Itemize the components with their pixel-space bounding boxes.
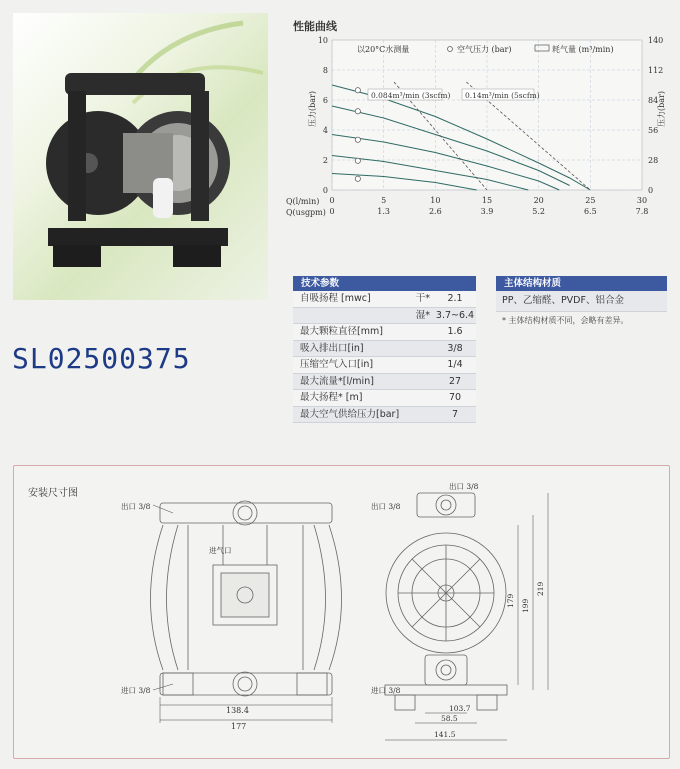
outlet-top-label: 出口 3/8 <box>449 482 479 491</box>
pressure-marker <box>355 158 360 163</box>
inlet-left-label: 进口 3/8 <box>121 686 151 695</box>
spec-row <box>293 390 476 407</box>
y-left-tick: 10 <box>317 36 328 45</box>
pressure-marker <box>355 109 360 114</box>
legend-air-pressure: 空气压力 (bar) <box>457 45 512 54</box>
pressure-marker <box>355 176 360 181</box>
product-photo <box>13 13 268 300</box>
y-left-tick: 4 <box>322 126 328 135</box>
pressure-marker <box>355 88 360 93</box>
outlet-left-label: 出口 3/8 <box>121 502 151 511</box>
install-title: 安装尺寸图 <box>28 488 78 499</box>
spec-label <box>293 341 434 357</box>
specs-header: 技术参数 <box>293 276 476 291</box>
y-right-tick: 56 <box>648 126 659 135</box>
side-dimension-lines <box>385 493 548 740</box>
specs-table <box>293 276 476 423</box>
x-tick-usgpm: 7.8 <box>635 207 649 216</box>
x-tick-lmin: 15 <box>481 196 493 205</box>
materials-note: * 主体结构材质不同，会略有差异。 <box>502 316 629 325</box>
dim-219-label: 219 <box>536 581 545 596</box>
performance-chart <box>282 32 672 222</box>
spec-label <box>293 308 434 324</box>
side-view <box>385 493 507 710</box>
materials-content: PP、乙缩醛、PVDF、铝合金 <box>496 291 667 312</box>
spec-sub-label: 干* <box>415 293 430 304</box>
spec-label-text: 吸入排出口[in] <box>300 342 364 354</box>
materials-header: 主体结构材质 <box>496 276 667 291</box>
air-inlet-label: 进气口 <box>209 546 232 555</box>
spec-value: 3.7~6.4 <box>435 309 475 321</box>
spec-row <box>293 291 476 308</box>
dim-58-label: 58.5 <box>441 714 458 723</box>
inlet-right-label: 进口 3/8 <box>371 686 401 695</box>
outlet-right-label: 出口 3/8 <box>371 502 401 511</box>
install-drawing <box>13 465 668 757</box>
x-tick-lmin: 20 <box>533 196 544 205</box>
spec-label-text: 最大流量*[l/min] <box>300 375 374 387</box>
spec-sub-label: 湿* <box>415 309 430 321</box>
spec-label <box>293 390 434 406</box>
x-label-usgpm: Q(usgpm) <box>286 208 326 217</box>
spec-value: 3/8 <box>447 342 463 354</box>
spec-value: 27 <box>448 375 462 387</box>
spec-label <box>293 324 434 340</box>
x-tick-lmin: 25 <box>585 196 596 205</box>
x-tick-usgpm: 3.9 <box>480 207 494 216</box>
dim-177-label: 177 <box>231 722 247 731</box>
y-right-label: 压力(bar) <box>657 91 666 127</box>
spec-label-text: 最大空气供给压力[bar] <box>300 408 400 420</box>
spec-label <box>293 357 434 373</box>
y-left-tick: 0 <box>322 186 328 195</box>
x-label-lmin: Q(l/min) <box>286 197 320 206</box>
x-tick-usgpm: 0 <box>329 207 335 216</box>
annotation-2: 0.14m³/min (5scfm) <box>465 91 540 100</box>
x-tick-lmin: 0 <box>329 196 335 205</box>
spec-value: 2.1 <box>447 293 463 304</box>
spec-row <box>293 407 476 424</box>
y-right-tick: 112 <box>648 66 664 75</box>
x-tick-usgpm: 6.5 <box>583 207 597 216</box>
spec-row <box>293 341 476 358</box>
spec-row <box>293 357 476 374</box>
spec-label <box>293 291 434 307</box>
legend-air-consumption: 耗气量 (m³/min) <box>552 45 614 54</box>
pressure-marker <box>355 137 360 142</box>
dim-103-label: 103.7 <box>449 704 471 713</box>
y-right-tick: 140 <box>648 36 664 45</box>
x-tick-lmin: 30 <box>636 196 648 205</box>
y-left-tick: 6 <box>322 96 328 105</box>
annotation-1: 0.084m³/min (3scfm) <box>371 91 451 100</box>
dim-141-label: 141.5 <box>434 730 456 739</box>
dim-179-label: 179 <box>506 593 515 608</box>
y-left-label: 压力(bar) <box>308 91 317 127</box>
spec-label <box>293 407 434 423</box>
spec-row <box>293 374 476 391</box>
x-tick-usgpm: 1.3 <box>377 207 391 216</box>
front-view <box>151 501 342 696</box>
spec-label-text: 压缩空气入口[in] <box>300 359 374 370</box>
spec-label <box>293 374 434 390</box>
x-tick-lmin: 5 <box>381 196 387 205</box>
y-left-tick: 8 <box>322 66 328 75</box>
x-tick-usgpm: 5.2 <box>532 207 546 216</box>
legend-medium: 以20°C水测量 <box>357 45 410 54</box>
model-number: SL02500375 <box>12 342 191 375</box>
spec-value: 1.6 <box>447 326 463 337</box>
x-tick-usgpm: 2.6 <box>428 207 442 216</box>
spec-value: 7 <box>451 408 459 420</box>
spec-label-text: 自吸扬程 [mwc] <box>300 293 371 304</box>
spec-value: 1/4 <box>447 359 463 370</box>
spec-row <box>293 308 476 325</box>
performance-title: 性能曲线 <box>293 20 337 33</box>
spec-label-text: 最大颗粒直径[mm] <box>300 326 383 337</box>
spec-row <box>293 324 476 341</box>
y-left-tick: 2 <box>322 156 328 165</box>
dim-199-label: 199 <box>521 598 530 613</box>
x-tick-lmin: 10 <box>430 196 441 205</box>
y-right-tick: 28 <box>648 156 659 165</box>
y-right-tick: 0 <box>648 186 654 195</box>
spec-value: 70 <box>448 392 462 403</box>
dim-138-label: 138.4 <box>226 706 249 715</box>
y-right-tick: 84 <box>648 96 659 105</box>
spec-label-text: 最大扬程* [m] <box>300 392 363 403</box>
materials-table <box>496 276 667 329</box>
pump-image <box>13 13 268 300</box>
